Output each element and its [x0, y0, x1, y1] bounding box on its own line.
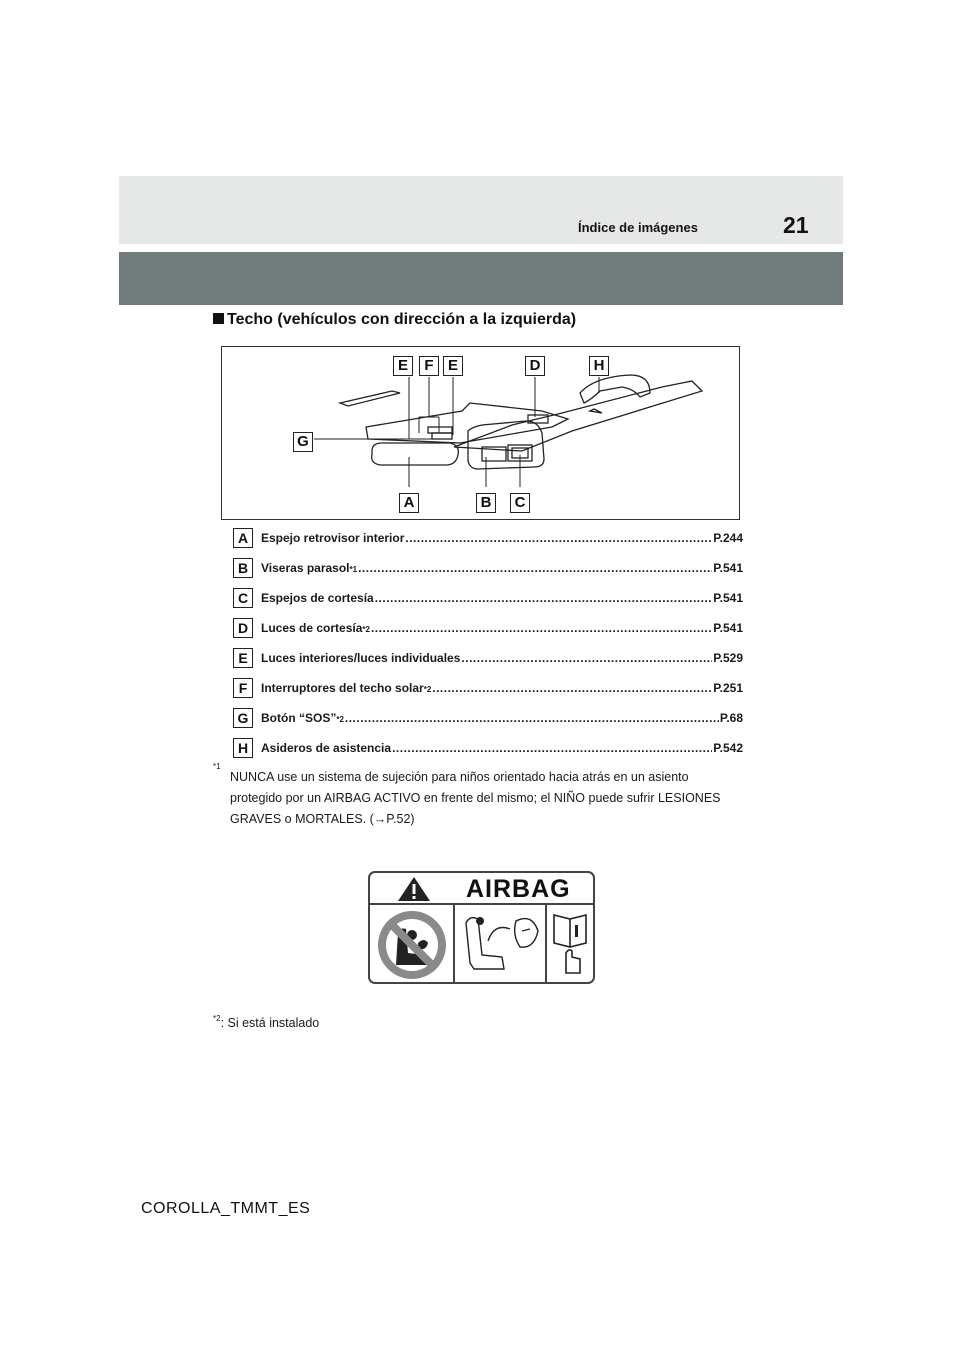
item-key: C: [233, 588, 253, 608]
item-page: P.251: [713, 681, 743, 695]
callout-e: E: [393, 356, 413, 376]
item-page: P.541: [713, 591, 743, 605]
item-label: Interruptores del techo solar: [261, 681, 424, 695]
dot-leader: [375, 591, 712, 605]
callout-h: H: [589, 356, 609, 376]
list-item: [233, 528, 743, 548]
footnote-2-mark: *2: [213, 1014, 221, 1023]
item-key: F: [233, 678, 253, 698]
airbag-warning-label: [368, 871, 595, 984]
footnote-1-text: NUNCA use un sistema de sujeción para niños orientado hacia atrás en un asiento protegido por un AIRBAG ACTIVO en frente del mismo; el NIÑO puede sufrir LESIONES GRAVES o MORTALES. (→P.52): [230, 770, 721, 826]
item-page: P.68: [719, 711, 743, 725]
section-title: Techo (vehículos con dirección a la izquierda): [227, 311, 577, 328]
roof-illustration: [221, 346, 740, 520]
list-item: G Botón “SOS” *2 ..... P.68: [233, 708, 743, 728]
warning-triangle-icon: [398, 877, 430, 901]
list-item: [233, 648, 743, 668]
item-label: Luces de cortesía: [261, 621, 363, 635]
airbag-deploy-icon: [466, 917, 538, 969]
dot-leader: [405, 531, 712, 545]
header-bar: [119, 252, 843, 305]
item-key: D: [233, 618, 253, 638]
callout-b: B: [476, 493, 496, 513]
callout-c: C: [510, 493, 530, 513]
document-code: COROLLA_TMMT_ES: [141, 1200, 311, 1217]
item-label: Luces interiores/luces individuales: [261, 651, 461, 665]
item-page: P.529: [713, 651, 743, 665]
read-manual-icon: [554, 915, 586, 973]
airbag-title: AIRBAG: [466, 875, 571, 903]
item-page: P.541: [713, 621, 743, 635]
list-item: D Luces de cortesía *2 ..... P.541: [233, 618, 743, 638]
item-key: B: [233, 558, 253, 578]
item-page: P.244: [713, 531, 743, 545]
item-key: H: [233, 738, 253, 758]
section-name: Índice de imágenes: [578, 220, 698, 235]
dot-leader: [461, 651, 712, 665]
square-bullet-icon: [213, 313, 224, 324]
callout-f: F: [419, 356, 439, 376]
no-child-seat-icon: [378, 911, 446, 979]
footnote-2: $^{*2}$: Si está instalado: [213, 1014, 320, 1030]
section-heading: [213, 311, 576, 329]
item-label: Viseras parasol: [261, 561, 350, 575]
footnote-2-text: Si está instalado: [227, 1016, 320, 1030]
callout-d: D: [525, 356, 545, 376]
item-key: G: [233, 708, 253, 728]
list-item: B Viseras parasol *1 ..... P.541: [233, 558, 743, 578]
dot-leader: [345, 711, 719, 725]
page-number: 21: [783, 212, 809, 238]
item-label: Botón “SOS”: [261, 711, 337, 725]
item-label: Asideros de asistencia: [261, 741, 392, 755]
dot-leader: [392, 741, 712, 755]
item-key: E: [233, 648, 253, 668]
roof-edge-left: [340, 391, 400, 406]
callout-g: G: [293, 432, 313, 452]
dot-leader: [432, 681, 712, 695]
item-page: P.542: [713, 741, 743, 755]
list-item: F Interruptores del techo solar *2 ..... P.251: [233, 678, 743, 698]
dot-leader: [371, 621, 712, 635]
windshield-frame: [454, 381, 702, 451]
item-key: A: [233, 528, 253, 548]
list-item: [233, 738, 743, 758]
list-item: [233, 588, 743, 608]
header-band: [119, 176, 843, 244]
dot-leader: [358, 561, 712, 575]
inside-mirror: [372, 443, 459, 465]
item-page: P.541: [713, 561, 743, 575]
callout-a: A: [399, 493, 419, 513]
item-label: Espejos de cortesía: [261, 591, 374, 605]
item-label: Espejo retrovisor interior: [261, 531, 405, 545]
callout-e-second: E: [443, 356, 463, 376]
